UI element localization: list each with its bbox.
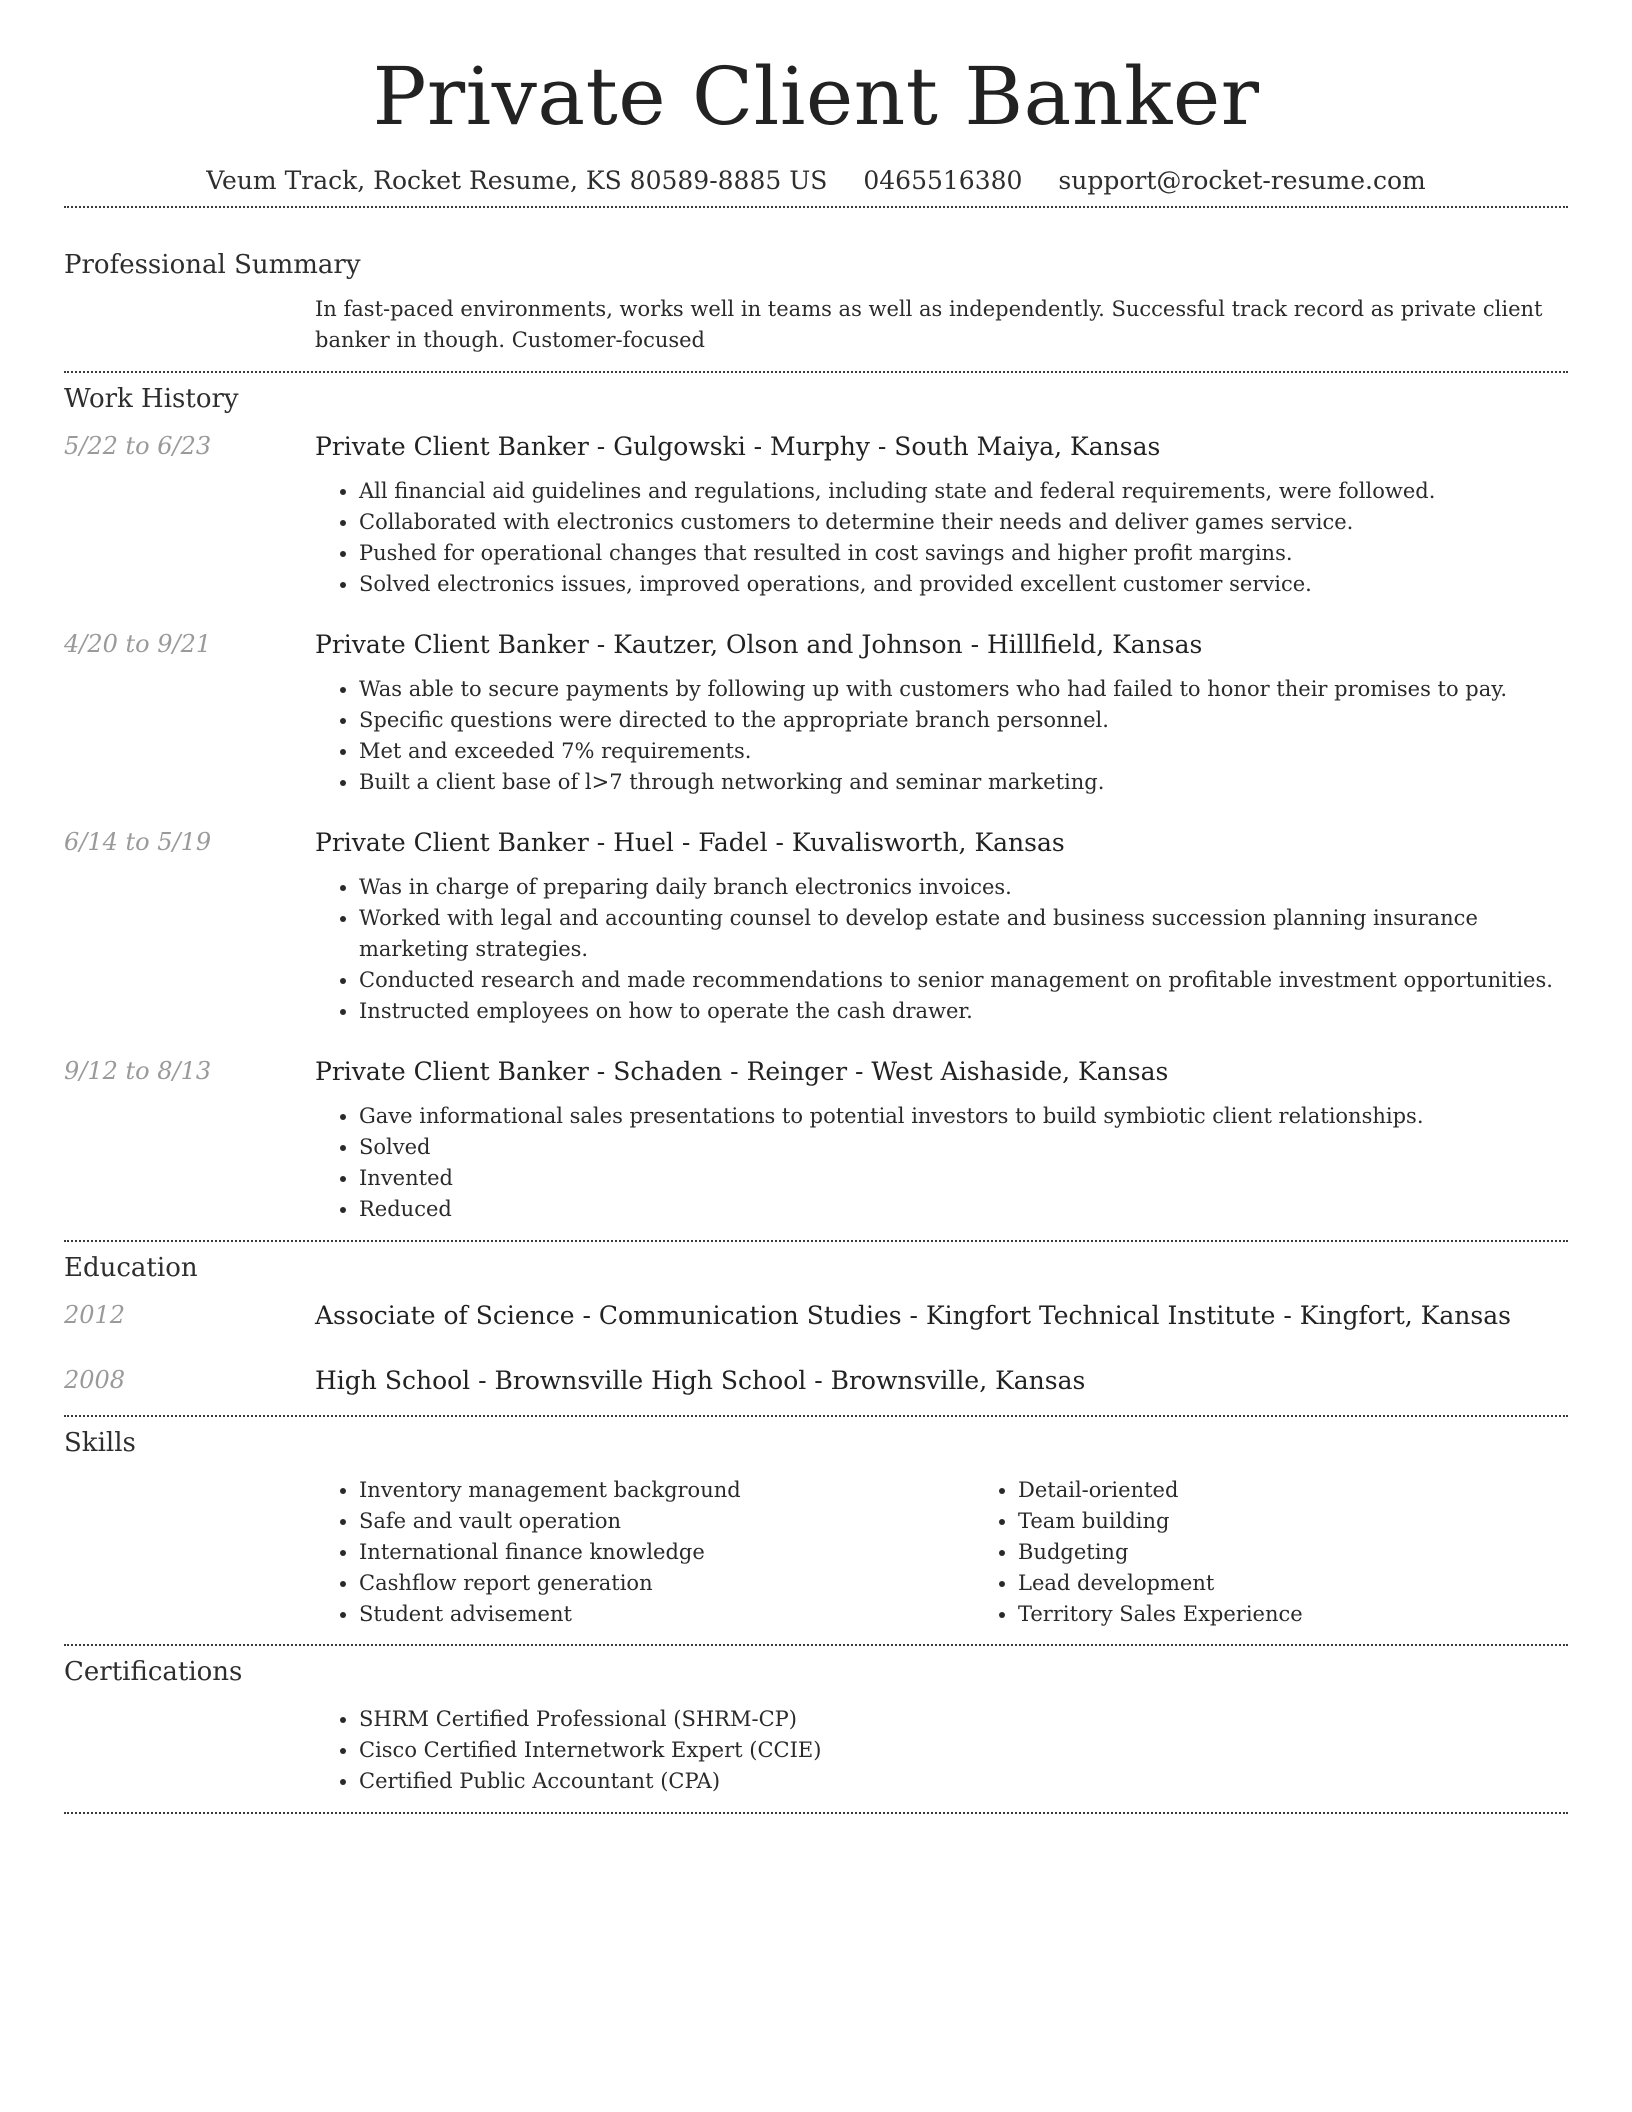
job-dates: 5/22 to 6/23 (64, 431, 212, 460)
job-entry (64, 432, 1568, 600)
job-dates: 6/14 to 5/19 (64, 827, 212, 856)
education-year: 2012 (64, 1300, 126, 1329)
education-heading: Associate of Science - Communication Studies - Kingfort Technical Institute - Kingfort, Kansas (315, 1300, 1511, 1330)
list-item: • Collaborated with electronics customers to determine their needs and deliver games service. (359, 507, 1568, 538)
list-item: • Invented (359, 1163, 1568, 1194)
job-heading: Private Client Banker - Gulgowski - Murphy - South Maiya, Kansas (315, 431, 1161, 461)
section-title-work-history: Work History (64, 383, 239, 414)
list-item: • Budgeting (1018, 1537, 1632, 1568)
list-item: • Territory Sales Experience (1018, 1599, 1632, 1630)
divider (64, 1644, 1568, 1646)
contact-phone: 0465516380 (863, 165, 1023, 195)
list-item: • Certified Public Accountant (CPA) (359, 1766, 1568, 1797)
list-item: • Student advisement (359, 1599, 974, 1630)
job-heading: Private Client Banker - Kautzer, Olson and Johnson - Hilllfield, Kansas (315, 629, 1203, 659)
job-entry (64, 1057, 1568, 1225)
section-title-education: Education (64, 1252, 198, 1283)
list-item: • Inventory management background (359, 1475, 974, 1506)
work-history-section (64, 384, 1568, 1225)
contact-address: Veum Track, Rocket Resume, KS 80589-8885 US (206, 165, 828, 195)
list-item: • Gave informational sales presentations to potential investors to build symbiotic client relationships. (359, 1101, 1568, 1132)
section-title-skills: Skills (64, 1427, 136, 1458)
list-item: • Instructed employees on how to operate the cash drawer. (359, 996, 1568, 1027)
candidate-name: Private Client Banker (372, 50, 1260, 143)
education-section (64, 1253, 1568, 1395)
list-item: • Cashflow report generation (359, 1568, 974, 1599)
list-item: • Built a client base of l>7 through networking and seminar marketing. (359, 767, 1568, 798)
job-bullets (315, 872, 1568, 1027)
contact-line (64, 166, 1568, 206)
job-dates: 9/12 to 8/13 (64, 1056, 212, 1085)
certifications-list (315, 1704, 1568, 1797)
list-item: • Was in charge of preparing daily branch electronics invoices. (359, 872, 1568, 903)
list-item: • Met and exceeded 7% requirements. (359, 736, 1568, 767)
job-bullets (315, 1101, 1568, 1225)
list-item: • Was able to secure payments by following up with customers who had failed to honor their promises to pay. (359, 674, 1568, 705)
list-item: • Reduced (359, 1194, 1568, 1225)
job-bullets (315, 674, 1568, 798)
list-item: • Detail-oriented (1018, 1475, 1632, 1506)
divider (64, 1812, 1568, 1814)
summary-section (64, 250, 1568, 356)
skills-section (64, 1428, 1568, 1630)
list-item: • International finance knowledge (359, 1537, 974, 1568)
list-item: • Conducted research and made recommendations to senior management on profitable investment opportunities. (359, 965, 1568, 996)
skills-list-right (974, 1475, 1632, 1630)
list-item: • Solved electronics issues, improved operations, and provided excellent customer service. (359, 569, 1568, 600)
list-item: • Worked with legal and accounting counsel to develop estate and business succession planning insurance marketing strategies. (359, 903, 1568, 965)
section-title-summary: Professional Summary (64, 249, 361, 280)
list-item: • Cisco Certified Internetwork Expert (CCIE) (359, 1735, 1568, 1766)
list-item: • All financial aid guidelines and regulations, including state and federal requirements, were followed. (359, 476, 1568, 507)
divider (64, 371, 1568, 373)
certifications-section (64, 1657, 1568, 1797)
section-title-certifications: Certifications (64, 1656, 243, 1687)
education-heading: High School - Brownsville High School - Brownsville, Kansas (315, 1365, 1086, 1395)
list-item: • SHRM Certified Professional (SHRM-CP) (359, 1704, 1568, 1735)
skills-list-left (315, 1475, 974, 1630)
job-heading: Private Client Banker - Huel - Fadel - Kuvalisworth, Kansas (315, 827, 1065, 857)
education-entry (64, 1366, 1568, 1395)
divider (64, 1415, 1568, 1417)
education-entry (64, 1301, 1568, 1330)
job-entry (64, 630, 1568, 798)
divider (64, 206, 1568, 208)
list-item: • Specific questions were directed to the appropriate branch personnel. (359, 705, 1568, 736)
list-item: • Team building (1018, 1506, 1632, 1537)
summary-text: In fast-paced environments, works well in teams as well as independently. Successful track record as private client banker in though. Customer-focused (315, 296, 1543, 352)
job-heading: Private Client Banker - Schaden - Reinger - West Aishaside, Kansas (315, 1056, 1169, 1086)
job-dates: 4/20 to 9/21 (64, 629, 212, 658)
job-bullets (315, 476, 1568, 600)
divider (64, 1240, 1568, 1242)
list-item: • Solved (359, 1132, 1568, 1163)
job-entry (64, 828, 1568, 1027)
list-item: • Safe and vault operation (359, 1506, 974, 1537)
contact-email: support@rocket-resume.com (1058, 165, 1426, 195)
list-item: • Lead development (1018, 1568, 1632, 1599)
list-item: • Pushed for operational changes that resulted in cost savings and higher profit margins. (359, 538, 1568, 569)
skills-grid (315, 1475, 1632, 1630)
education-year: 2008 (64, 1365, 126, 1394)
